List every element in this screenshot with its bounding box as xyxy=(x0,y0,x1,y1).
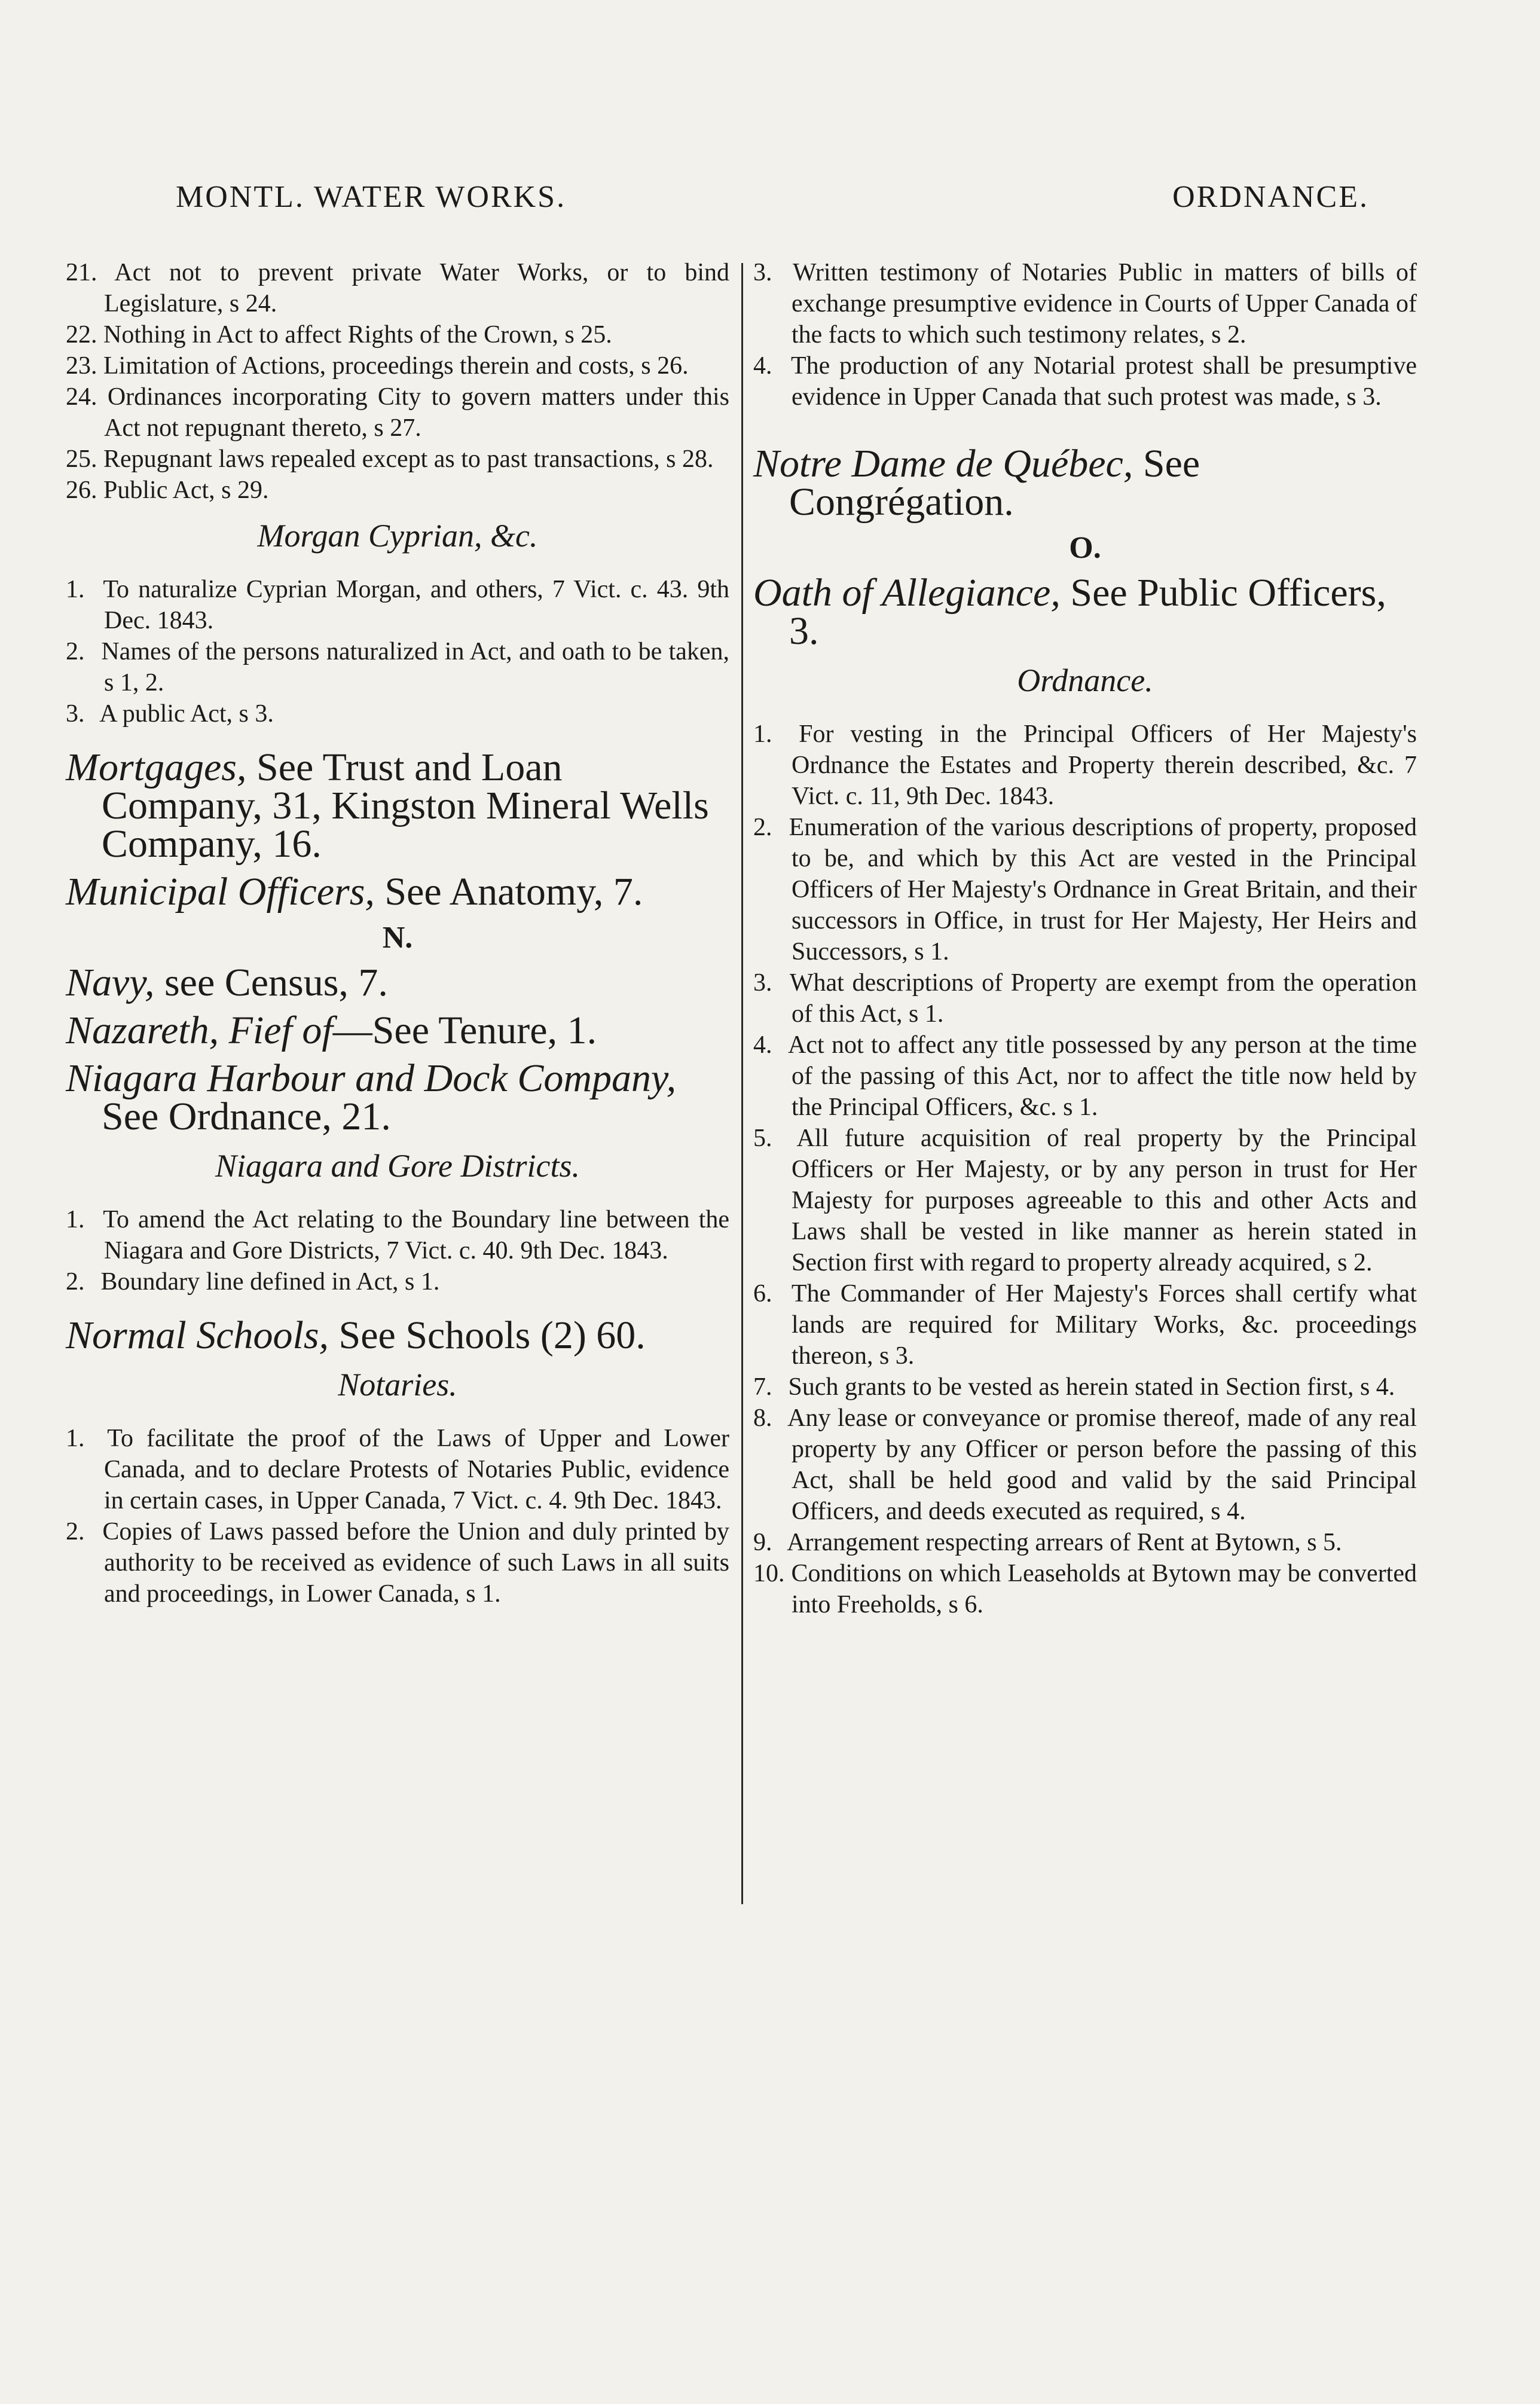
index-entry: 2. Names of the persons naturalized in Act, and oath to be taken, s 1, 2. xyxy=(66,638,730,697)
index-entry: 3. What descriptions of Property are exempt from the operation of this Act, s 1. xyxy=(753,969,1417,1028)
header-left: MONTL. WATER WORKS. xyxy=(176,180,567,214)
header-right: ORDNANCE. xyxy=(1172,180,1369,214)
cross-reference-niagara-harbour: Niagara Harbour and Dock Company, See Ordnance, 21. xyxy=(66,1056,677,1138)
index-entry: 2. Enumeration of the various descriptions of property, proposed to be, and which by this Act are vested in the Principal Officers of Her Majesty's Ordnance in Great Britain, and their successors in Office, in trust for Her Majesty, Her Heirs and Successors, s 1. xyxy=(753,814,1417,966)
cross-reference-municipal: Municipal Officers, See Anatomy, 7. xyxy=(66,870,643,914)
index-entry: 5. All future acquisition of real property by the Principal Officers or Her Majesty, or by any person in trust for Her Majesty for purposes agreeable to this and other Acts and Laws shall be vested in like manner as herein stated in Section first with regard to property already acquired, s 2. xyxy=(753,1125,1417,1276)
index-entry: 22. Nothing in Act to affect Rights of the Crown, s 25. xyxy=(66,321,612,349)
right-column xyxy=(753,257,1417,1620)
index-entry: 4. The production of any Notarial protest shall be presumptive evidence in Upper Canada that such protest was made, s 3. xyxy=(753,352,1417,411)
left-column xyxy=(66,257,729,1609)
cross-reference-navy: Navy, see Census, 7. xyxy=(66,961,388,1004)
cross-reference-normal-schools: Normal Schools, See Schools (2) 60. xyxy=(66,1314,646,1357)
index-entry: 2. Boundary line defined in Act, s 1. xyxy=(66,1268,440,1296)
index-entry: 1. To naturalize Cyprian Morgan, and others, 7 Vict. c. 43. 9th Dec. 1843. xyxy=(66,576,729,634)
index-entry: 24. Ordinances incorporating City to govern matters under this Act not repugnant thereto, s 27. xyxy=(66,383,730,442)
letter-heading-n: N. xyxy=(382,921,413,955)
index-entry: 1. To amend the Act relating to the Boundary line between the Niagara and Gore Districts, 7 Vict. c. 40. 9th Dec. 1843. xyxy=(66,1206,730,1264)
index-entry: 9. Arrangement respecting arrears of Rent at Bytown, s 5. xyxy=(753,1529,1342,1556)
index-entry: 10. Conditions on which Leaseholds at Bytown may be converted into Freeholds, s 6. xyxy=(753,1560,1417,1618)
running-header xyxy=(167,179,1411,227)
index-entry: 4. Act not to affect any title possessed by any person at the time of the passing of this Act, nor to affect the title now held by the Principal Officers, &c. s 1. xyxy=(753,1031,1417,1121)
cross-reference-nazareth: Nazareth, Fief of—See Tenure, 1. xyxy=(66,1009,597,1052)
section-heading-ordnance: Ordnance. xyxy=(1017,662,1153,698)
index-entry: 6. The Commander of Her Majesty's Forces shall certify what lands are required for Military Works, &c. proceedings thereon, s 3. xyxy=(753,1280,1417,1370)
index-entry: 7. Such grants to be vested as herein stated in Section first, s 4. xyxy=(753,1373,1395,1401)
index-entry: 1. To facilitate the proof of the Laws of Upper and Lower Canada, and to declare Protests of Notaries Public, evidence in certain cases, in Upper Canada, 7 Vict. c. 4. 9th Dec. 1843. xyxy=(66,1425,729,1514)
section-heading-niagara-gore: Niagara and Gore Districts. xyxy=(215,1148,580,1184)
index-entry: 3. Written testimony of Notaries Public in matters of bills of exchange presumptive evidence in Courts of Upper Canada of the facts to which such testimony relates, s 2. xyxy=(753,259,1417,349)
cross-reference-notre-dame: Notre Dame de Québec, See Congrégation. xyxy=(753,442,1200,524)
index-entry: 23. Limitation of Actions, proceedings therein and costs, s 26. xyxy=(66,352,689,380)
index-entry: 8. Any lease or conveyance or promise thereof, made of any real property by any Officer or person before the passing of this Act, shall be held good and valid by the said Principal Officers, and deeds executed as required, s 4. xyxy=(753,1404,1417,1525)
cross-reference-mortgages: Mortgages, See Trust and Loan Company, 31, Kingston Mineral Wells Company, 16. xyxy=(66,746,709,866)
section-heading-notaries: Notaries. xyxy=(338,1367,457,1403)
cross-reference-oath: Oath of Allegiance, See Public Officers, 3. xyxy=(753,571,1386,653)
index-entry: 1. For vesting in the Principal Officers of Her Majesty's Ordnance the Estates and Property therein described, &c. 7 Vict. c. 11, 9th Dec. 1843. xyxy=(753,720,1417,810)
section-heading-morgan: Morgan Cyprian, &c. xyxy=(257,518,538,554)
index-entry: 3. A public Act, s 3. xyxy=(66,700,274,728)
letter-heading-o: O. xyxy=(1069,531,1101,565)
index-entry: 26. Public Act, s 29. xyxy=(66,476,269,504)
index-entry: 25. Repugnant laws repealed except as to past transactions, s 28. xyxy=(66,445,714,473)
index-entry: 2. Copies of Laws passed before the Union and duly printed by authority to be received as evidence of such Laws in all suits and proceedings, in Lower Canada, s 1. xyxy=(66,1518,729,1608)
index-entry: 21. Act not to prevent private Water Works, or to bind Legislature, s 24. xyxy=(66,259,729,317)
column-divider xyxy=(741,263,743,1904)
